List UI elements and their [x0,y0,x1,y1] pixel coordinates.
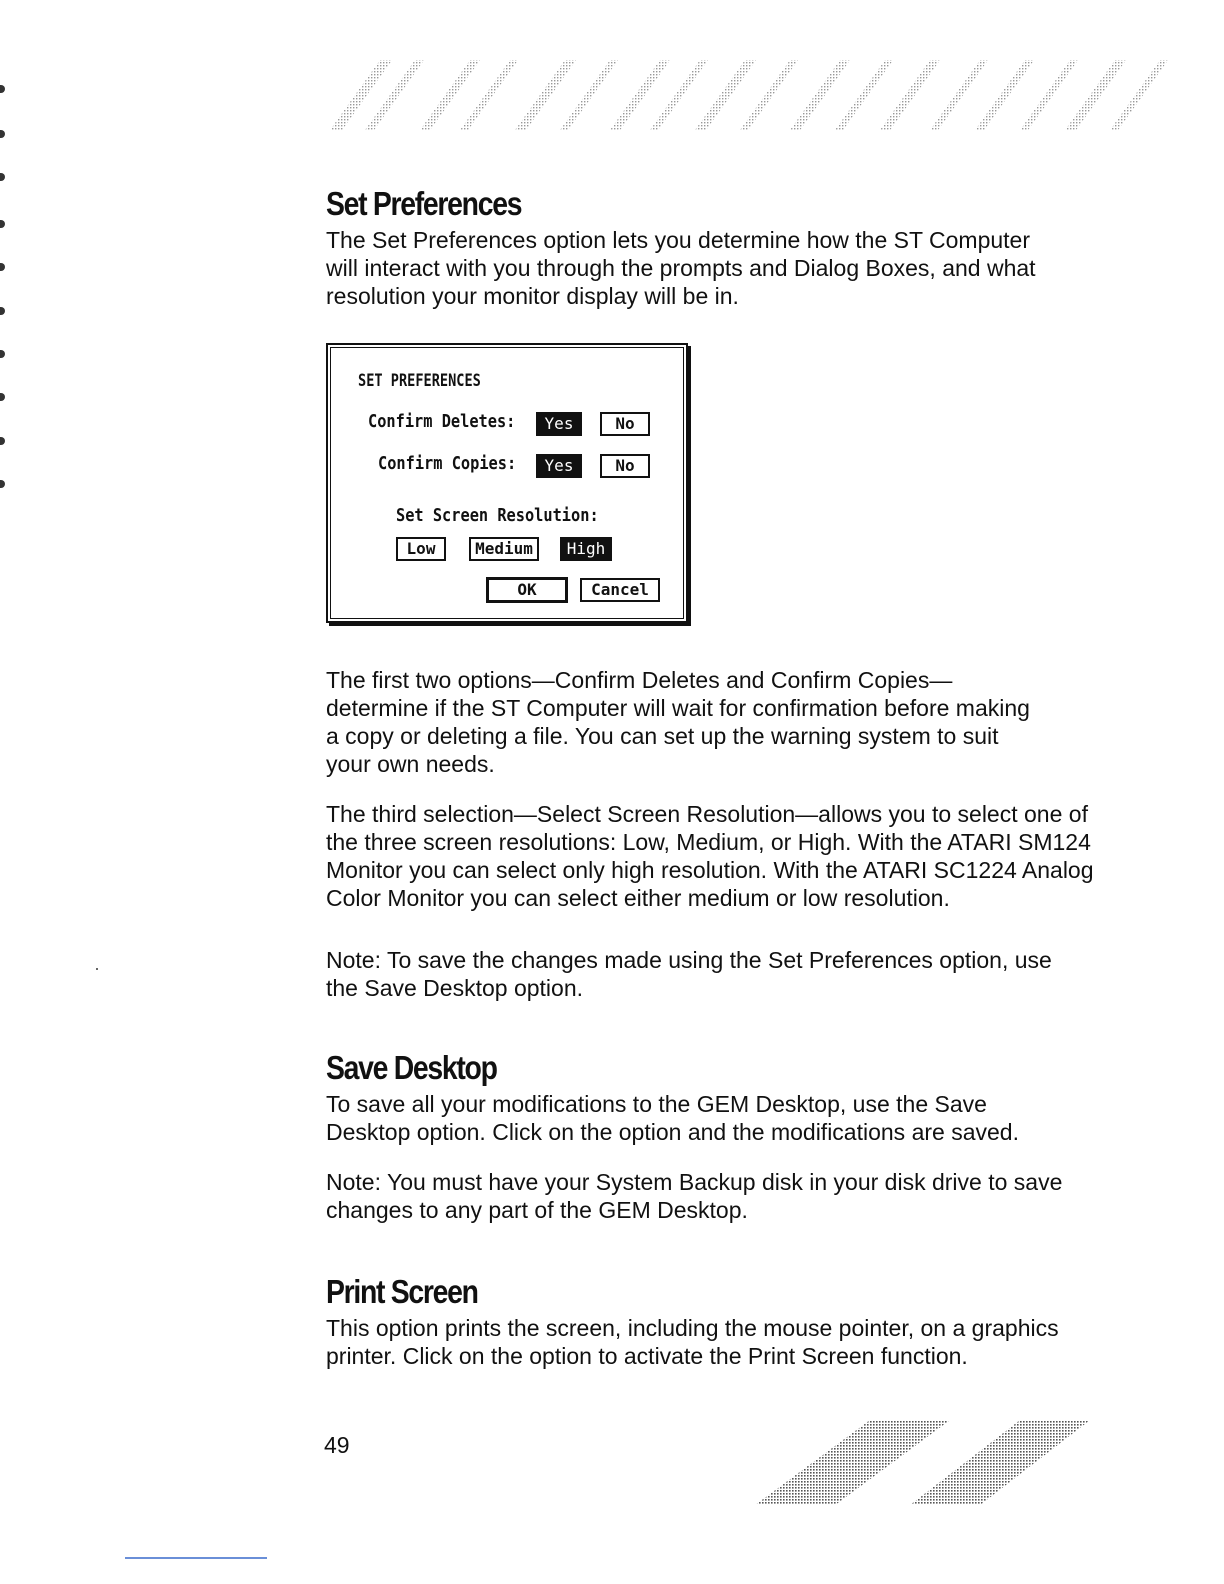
set-preferences-para-2: The third selection—Select Screen Resolution—allows you to select one of the three screen resolutions: Low, Medium, or High. With the ATARI SM124 Monitor you can select only high resolution. With the ATARI SC1224 Analog Color Monitor you can select either medium or low resolution. [326,801,1094,911]
confirm-deletes-no-button[interactable]: No [600,412,650,436]
cancel-button[interactable]: Cancel [580,578,660,602]
note-label: Note: [326,947,381,973]
confirm-copies-yes-button[interactable]: Yes [536,454,582,478]
decorative-stripes-top [320,50,1180,140]
set-preferences-details [326,666,1126,1002]
resolution-high-button[interactable]: High [560,537,612,561]
confirm-copies-label: Confirm Copies: [378,453,517,474]
confirm-copies-no-button[interactable]: No [600,454,650,478]
set-preferences-intro: The Set Preferences option lets you determine how the ST Computer will interact with you through the prompts and Dialog Boxes, and what resolution your monitor display will be in. [326,227,1036,309]
ok-button[interactable]: OK [486,577,568,603]
binder-hole-marks [0,85,10,505]
note-text: You must have your System Backup disk in your disk drive to save changes to any part of the GEM Desktop. [326,1169,1063,1223]
resolution-label: Set Screen Resolution: [396,505,599,526]
save-desktop-para: To save all your modifications to the GEM Desktop, use the Save Desktop option. Click on the option and the modifications are saved. [326,1091,1019,1145]
page-number: 49 [324,1432,350,1458]
set-preferences-note [326,946,1066,1002]
decorative-stripes-bottom [750,1415,1100,1510]
footer-rule [125,1557,267,1559]
dialog-title: SET PREFERENCES [358,371,481,391]
set-preferences-section [326,182,1126,310]
confirm-deletes-yes-button[interactable]: Yes [536,412,582,436]
save-desktop-section [326,1046,1126,1224]
resolution-low-button[interactable]: Low [396,537,446,561]
set-preferences-heading: Set Preferences [326,185,522,222]
print-screen-para: This option prints the screen, including the mouse pointer, on a graphics printer. Click on the option to activate the Print Screen function. [326,1315,1059,1369]
print-screen-heading: Print Screen [326,1273,478,1310]
note-label: Note: [326,1169,381,1195]
scan-speck [96,968,98,970]
note-text: To save the changes made using the Set Preferences option, use the Save Desktop option. [326,947,1052,1001]
resolution-medium-button[interactable]: Medium [469,537,539,561]
save-desktop-note [326,1168,1086,1224]
print-screen-section [326,1270,1126,1370]
set-preferences-para-1: The first two options—Confirm Deletes and Confirm Copies—determine if the ST Computer will wait for confirmation before making a copy or deleting a file. You can set up the warning system to suit your own needs. [326,667,1030,777]
save-desktop-heading: Save Desktop [326,1049,497,1086]
set-preferences-dialog [326,343,688,623]
confirm-deletes-label: Confirm Deletes: [368,411,516,432]
